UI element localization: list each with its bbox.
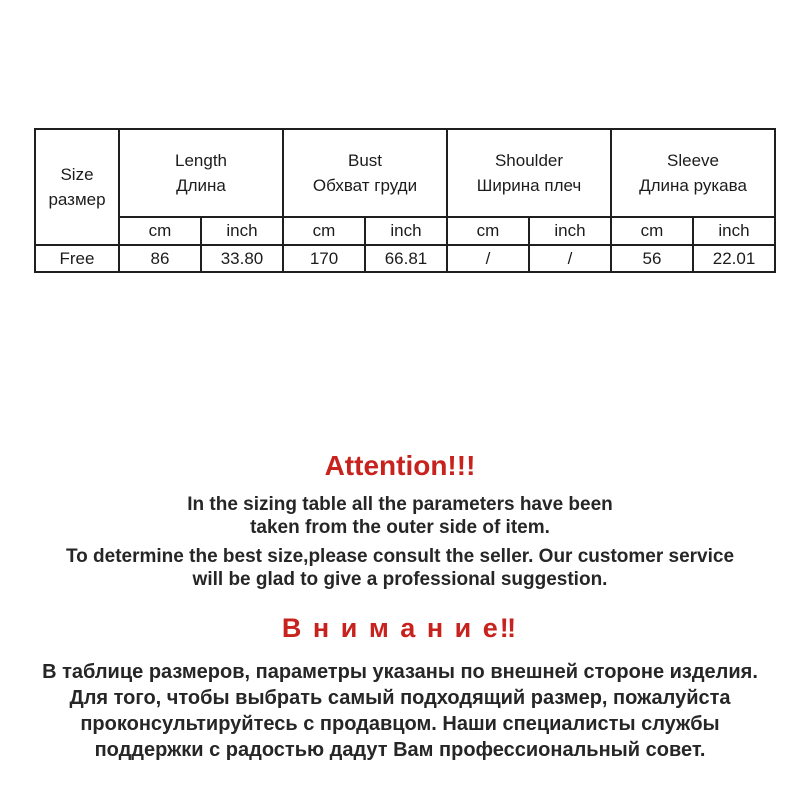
notice-en-paragraph-1 — [0, 493, 800, 539]
notice-en-p1-line2: taken from the outer side of item. — [250, 517, 550, 538]
size-header-en: Size — [60, 165, 94, 184]
value-cell-shoulder-cm: / — [447, 245, 529, 272]
notice-ru-paragraph — [0, 659, 800, 763]
sleeve-header-ru: Длина рукава — [639, 176, 747, 195]
notice-ru-line1: В таблице размеров, параметры указаны по внешней стороне изделия. — [42, 661, 758, 683]
length-header-ru: Длина — [176, 176, 226, 195]
unit-cell-length-cm: cm — [119, 217, 201, 245]
notice-en-p2-line2: will be glad to give a professional suggestion. — [192, 569, 608, 590]
notice-english — [0, 449, 800, 591]
shoulder-header-ru: Ширина плеч — [476, 176, 582, 195]
notice-en-p2-line1: To determine the best size,please consult the seller. Our customer service — [65, 546, 735, 567]
unit-cell-shoulder-inch: inch — [529, 217, 611, 245]
notice-en-p1-line1: In the sizing table all the parameters have been — [187, 494, 613, 515]
table-header-row — [35, 129, 775, 217]
value-cell-shoulder-inch: / — [529, 245, 611, 272]
table-units-row — [35, 217, 775, 245]
attention-title-en: Attention!!! — [324, 450, 476, 481]
length-header-en: Length — [175, 151, 227, 170]
notice-russian — [0, 611, 800, 763]
unit-cell-shoulder-cm: cm — [447, 217, 529, 245]
notice-ru-line2: Для того, чтобы выбрать самый подходящий размер, пожалуйста — [69, 687, 731, 709]
value-cell-sleeve-cm: 56 — [611, 245, 693, 272]
shoulder-header-en: Shoulder — [494, 151, 564, 170]
unit-cell-length-inch: inch — [201, 217, 283, 245]
size-value-cell: Free — [35, 245, 119, 272]
attention-title-ru: В н и м а н и е‼ — [281, 613, 519, 643]
size-header-cell — [35, 129, 119, 245]
notice-ru-line3: проконсультируйтесь с продавцом. Наши специалисты службы — [80, 713, 720, 735]
notice-ru-line4: поддержки с радостью дадут Вам профессиональный совет. — [94, 739, 706, 761]
table-data-row — [35, 245, 775, 272]
value-cell-sleeve-inch: 22.01 — [693, 245, 775, 272]
value-cell-length-cm: 86 — [119, 245, 201, 272]
unit-cell-bust-inch: inch — [365, 217, 447, 245]
value-cell-bust-inch: 66.81 — [365, 245, 447, 272]
bust-header-ru: Обхват груди — [312, 176, 418, 195]
bust-header-cell — [283, 129, 447, 217]
bust-header-en: Bust — [347, 151, 383, 170]
size-table — [34, 128, 776, 273]
shoulder-header-cell — [447, 129, 611, 217]
length-header-cell — [119, 129, 283, 217]
unit-cell-sleeve-inch: inch — [693, 217, 775, 245]
sleeve-header-en: Sleeve — [667, 151, 719, 170]
sleeve-header-cell — [611, 129, 775, 217]
unit-cell-bust-cm: cm — [283, 217, 365, 245]
size-header-ru: размер — [48, 190, 106, 209]
notice-en-paragraph-2 — [0, 545, 800, 591]
value-cell-length-inch: 33.80 — [201, 245, 283, 272]
unit-cell-sleeve-cm: cm — [611, 217, 693, 245]
value-cell-bust-cm: 170 — [283, 245, 365, 272]
